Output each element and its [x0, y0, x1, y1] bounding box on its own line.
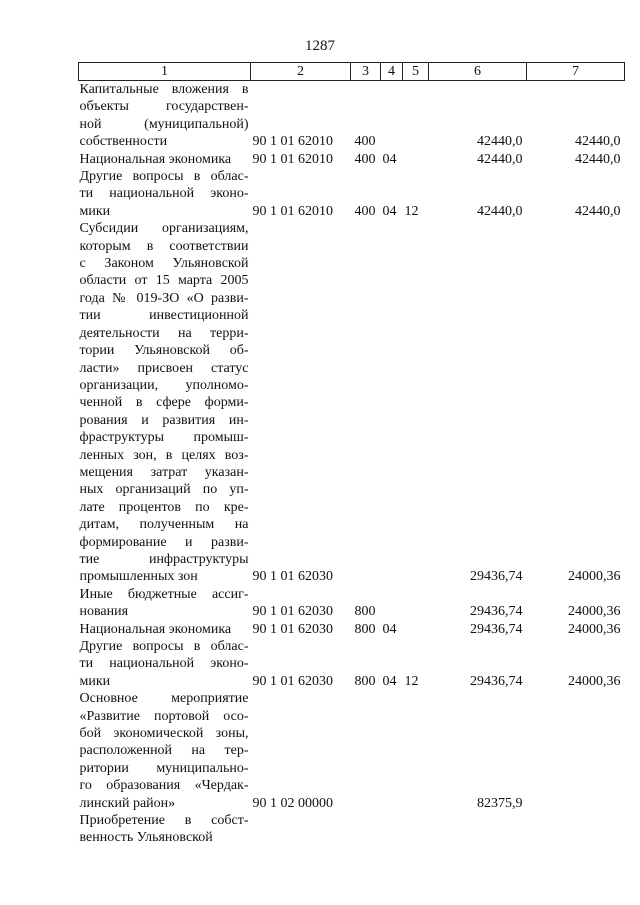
row-value-7: 24000,36 [568, 673, 621, 689]
row-name-line: ченной в сфере форми- [79, 395, 249, 411]
row-col-3 [351, 220, 381, 586]
table-row [79, 220, 625, 586]
row-name-line: Капитальные вложения в [79, 82, 249, 97]
row-code: 90 1 01 62030 [252, 569, 333, 585]
row-name-line: собственности [79, 134, 168, 150]
row-code: 90 1 01 62010 [252, 134, 333, 150]
row-value-6: 42440,0 [477, 134, 523, 150]
row-name-line: Основное мероприятие [79, 691, 249, 707]
row-value-7: 42440,0 [575, 203, 621, 219]
row-name-line: рования и развития ин- [79, 412, 249, 428]
row-name [79, 151, 251, 168]
row-name-line: ритории муниципально- [79, 760, 249, 776]
budget-table [78, 62, 625, 847]
row-name-line: бой экономической зоны, [79, 726, 249, 742]
row-col-4 [381, 586, 403, 621]
row-col-5 [403, 81, 429, 151]
row-name [79, 220, 251, 586]
row-name-line: нования [79, 604, 129, 620]
row-value-7: 24000,36 [568, 621, 621, 637]
row-name-line: «Развитие портовой осо- [79, 708, 249, 724]
row-name-line: деятельности на терри- [79, 325, 249, 341]
row-col-4: 04 [382, 673, 397, 689]
row-name-line: мики [79, 673, 111, 689]
row-name-line: организации, уполномо- [79, 377, 249, 393]
table-row [79, 168, 625, 220]
row-name-line: с Законом Ульяновской [79, 256, 249, 272]
row-col-5 [403, 220, 429, 586]
row-name-line: области от 15 марта 2005 [79, 273, 249, 289]
row-name-line: промышленных зон [79, 569, 198, 585]
row-col-4 [381, 81, 403, 151]
header-col-5: 5 [403, 63, 429, 81]
row-col-4 [381, 812, 403, 847]
header-col-4: 4 [381, 63, 403, 81]
row-value-7 [527, 690, 625, 812]
row-col-5 [403, 586, 429, 621]
row-value-7 [527, 812, 625, 847]
row-col-4 [381, 220, 403, 586]
row-name-line: дитам, полученным на [79, 517, 249, 533]
row-name-line: ти национальной эконо- [79, 656, 249, 672]
row-name-line: Приобретение в собст- [79, 813, 249, 829]
row-value-6: 29436,74 [470, 569, 523, 585]
row-name-line: Иные бюджетные ассиг- [79, 586, 249, 602]
row-col-5: 12 [404, 673, 419, 689]
row-name-line: Национальная экономика [79, 621, 232, 637]
row-value-6: 42440,0 [477, 203, 523, 219]
row-name [79, 621, 251, 638]
row-name [79, 81, 251, 151]
page-number: 1287 [305, 38, 335, 54]
row-col-5: 12 [404, 203, 419, 219]
row-code: 90 1 01 62030 [252, 621, 333, 637]
table-row [79, 151, 625, 168]
row-col-3 [351, 812, 381, 847]
row-name-line: ных организаций по уп- [79, 482, 249, 498]
row-col-3: 400 [354, 203, 376, 219]
row-col-5 [403, 812, 429, 847]
table-row [79, 621, 625, 638]
row-name-line: ленных зон, в целях воз- [79, 447, 249, 463]
row-name-line: ти национальной эконо- [79, 186, 249, 202]
row-name [79, 812, 251, 847]
row-name-line: расположенной на тер- [79, 743, 249, 759]
table-row [79, 690, 625, 812]
row-col-3: 800 [354, 621, 376, 637]
row-value-6: 82375,9 [477, 795, 523, 811]
row-name-line: ной (муниципальной) [79, 116, 249, 132]
row-col-5 [403, 690, 429, 812]
row-name [79, 690, 251, 812]
row-value-6: 29436,74 [470, 621, 523, 637]
row-col-5 [403, 151, 429, 168]
row-name-line: лате процентов по кре- [79, 499, 249, 515]
row-col-4: 04 [382, 621, 397, 637]
row-col-3: 800 [354, 604, 376, 620]
row-name-line: которым в соответствии [79, 238, 249, 254]
row-code: 90 1 02 00000 [252, 795, 333, 811]
header-col-3: 3 [351, 63, 381, 81]
row-code: 90 1 01 62030 [252, 604, 333, 620]
row-value-6: 42440,0 [477, 151, 523, 167]
row-value-6 [429, 812, 527, 847]
row-name-line: года № 019-ЗО «О разви- [79, 290, 249, 306]
row-code: 90 1 01 62030 [252, 673, 333, 689]
row-name-line: Национальная экономика [79, 151, 232, 167]
row-name-line: фраструктуры промыш- [79, 430, 249, 446]
row-name-line: венность Ульяновской [79, 830, 213, 846]
header-col-1: 1 [79, 63, 251, 81]
row-col-3 [351, 690, 381, 812]
header-col-2: 2 [251, 63, 351, 81]
row-name-line: мики [79, 203, 111, 219]
row-name-line: тие инфраструктуры [79, 551, 249, 567]
row-value-7: 24000,36 [568, 604, 621, 620]
row-value-7: 42440,0 [575, 134, 621, 150]
row-col-4: 04 [382, 151, 397, 167]
row-name-line: Другие вопросы в облас- [79, 639, 249, 654]
table-row [79, 638, 625, 690]
row-code [251, 812, 351, 847]
row-name-line: мещения затрат указан- [79, 464, 249, 480]
row-col-3: 400 [354, 134, 376, 150]
row-name-line: линский район» [79, 795, 176, 811]
row-col-3: 800 [354, 673, 376, 689]
row-name [79, 168, 251, 220]
header-row [79, 63, 625, 81]
row-col-3: 400 [354, 151, 376, 167]
row-value-6: 29436,74 [470, 604, 523, 620]
row-name [79, 586, 251, 621]
row-name-line: тии инвестиционной [79, 308, 249, 324]
row-name-line: го образования «Чердак- [79, 778, 249, 794]
row-value-6: 29436,74 [470, 673, 523, 689]
row-code: 90 1 01 62010 [252, 151, 333, 167]
row-value-7: 24000,36 [568, 569, 621, 585]
row-name-line: Субсидии организациям, [79, 221, 249, 237]
row-name [79, 638, 251, 690]
row-value-7: 42440,0 [575, 151, 621, 167]
row-name-line: тории Ульяновской об- [79, 343, 249, 359]
table-row [79, 812, 625, 847]
header-col-7: 7 [527, 63, 625, 81]
row-name-line: формирование и разви- [79, 534, 249, 550]
row-col-4: 04 [382, 203, 397, 219]
row-name-line: объекты государствен- [79, 99, 249, 115]
header-col-6: 6 [429, 63, 527, 81]
table-row [79, 81, 625, 151]
row-col-5 [403, 621, 429, 638]
row-code: 90 1 01 62010 [252, 203, 333, 219]
row-name-line: ласти» присвоен статус [79, 360, 249, 376]
table-row [79, 586, 625, 621]
row-name-line: Другие вопросы в облас- [79, 169, 249, 185]
row-col-4 [381, 690, 403, 812]
